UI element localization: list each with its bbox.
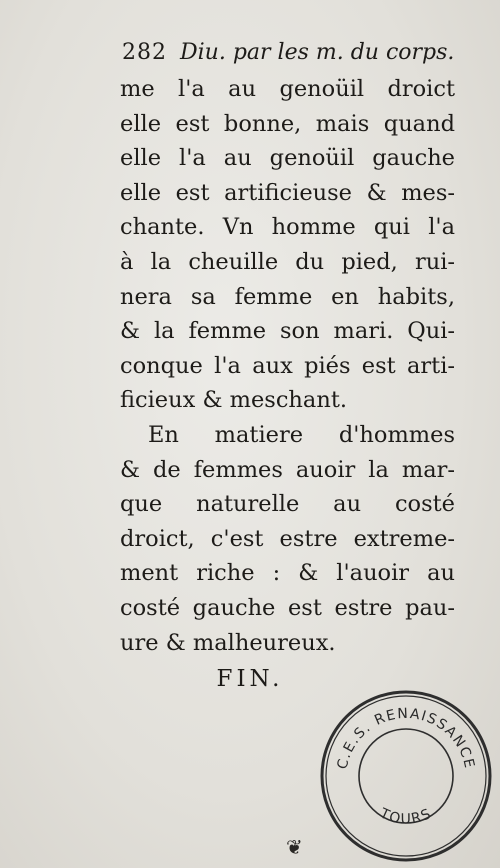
fin-colophon: FIN. bbox=[216, 666, 284, 692]
body-text bbox=[120, 72, 455, 660]
library-stamp bbox=[318, 688, 494, 864]
svg-text:C.E.S. RENAISSANCE bbox=[335, 706, 478, 771]
text-line: elle est bonne, mais quand bbox=[120, 110, 455, 137]
page-number: 282 bbox=[122, 40, 167, 65]
text-line: costé gauche est estre pau- bbox=[120, 594, 455, 621]
text-line: elle l'a au genoüil gauche bbox=[120, 145, 455, 172]
text-line: me l'a au genoüil droict bbox=[120, 76, 455, 102]
text-line: & la femme son mari. Qui- bbox=[120, 318, 455, 345]
text-line: ficieux & meschant. bbox=[120, 387, 348, 414]
text-line: à la cheuille du pied, rui- bbox=[120, 248, 455, 275]
text-line: que naturelle au costé bbox=[120, 491, 455, 518]
text-line: & de femmes auoir la mar- bbox=[120, 456, 455, 483]
stamp-seal-icon bbox=[318, 688, 494, 864]
text-line: droict, c'est estre extreme- bbox=[120, 525, 455, 552]
text-line: nera sa femme en habits, bbox=[120, 283, 455, 310]
fleuron-ornament-icon: ❦ bbox=[286, 835, 303, 859]
stamp-top-text: C.E.S. RENAISSANCE bbox=[334, 705, 478, 771]
svg-text:TOURS bbox=[377, 805, 435, 827]
text-line: ure & malheureux. bbox=[120, 629, 336, 656]
paragraph-start-line: En matiere d'hommes bbox=[148, 421, 455, 448]
text-line: ment riche : & l'auoir au bbox=[120, 560, 455, 587]
text-line: elle est artificieuse & mes- bbox=[120, 179, 455, 206]
text-line: conque l'a aux piés est arti- bbox=[120, 352, 455, 379]
running-head bbox=[122, 38, 454, 68]
running-title: Diu. par les m. du corps. bbox=[180, 40, 455, 65]
text-line: chante. Vn homme qui l'a bbox=[120, 214, 455, 241]
stamp-bottom-text: TOURS bbox=[377, 805, 435, 828]
